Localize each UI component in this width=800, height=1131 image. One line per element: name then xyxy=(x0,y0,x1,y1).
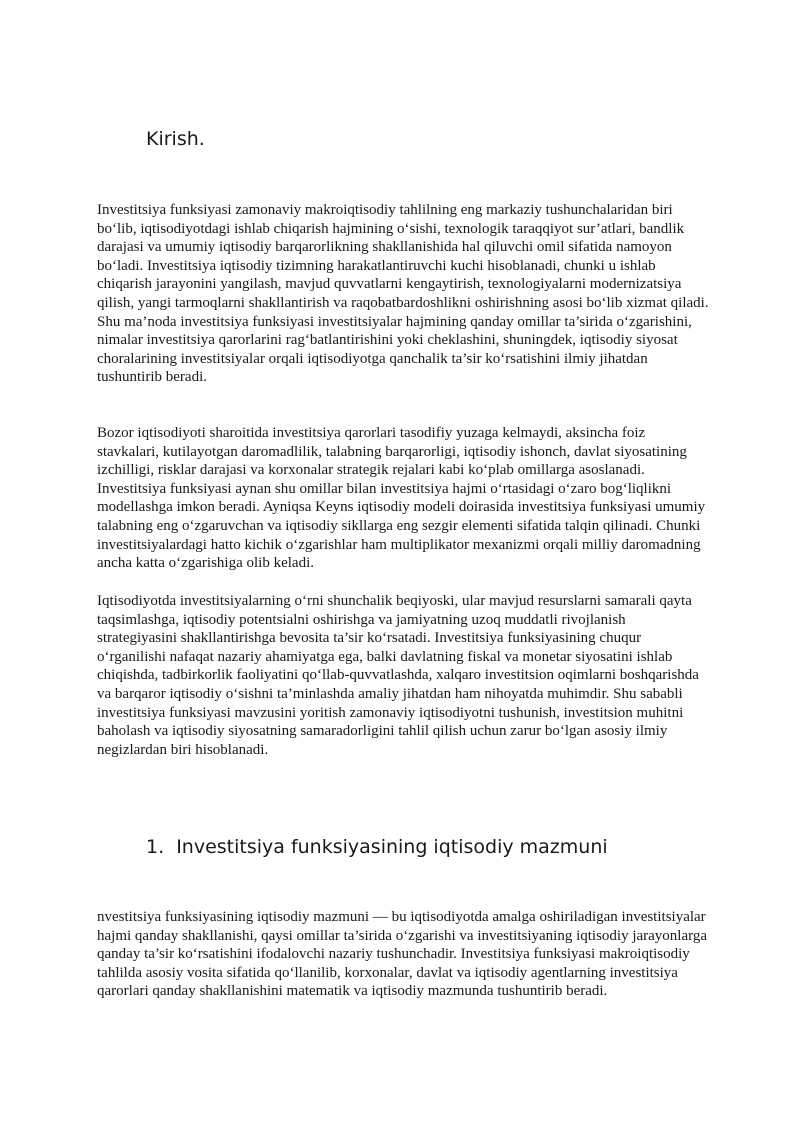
section-paragraph: nvestitsiya funksiyasining iqtisodiy mazmuni — bu iqtisodiyotda amalga oshiriladigan investitsiyalar hajmi qanday shakllanishi, qaysi omillar ta’sirida o‘zgarishi va investitsiyaning iqtisodiy jarayonlarga qanday ta’sir ko‘rsatishini ifodalovchi nazariy tushunchadir. Investitsiya funksiyasi makroiqtisodiy tahlilda asosiy vosita sifatida qo‘llanilib, korxonalar, davlat va iqtisodiy agentlarning investitsiya qarorlari qanday shakllanishini matematik va iqtisodiy mazmunda tushuntirib beradi. xyxy=(97,909,708,1000)
intro-paragraph-3: Iqtisodiyotda investitsiyalarning o‘rni shunchalik beqiyoski, ular mavjud resurslarni samarali qayta taqsimlashga, iqtisodiy potentsialni oshirishga va jamiyatning uzoq muddatli rivojlanish strategiyasini shakllantirishga bevosita ta’sir ko‘rsatadi. Investitsiya funksiyasining chuqur o‘rganilishi nafaqat nazariy ahamiyatga ega, balki davlatning fiskal va monetar siyosatini ishlab chiqishda, tadbirkorlik faoliyatini qo‘llab-quvvatlashda, xalqaro investitsion oqimlarni boshqarishda va barqaror iqtisodiy o‘sishni ta’minlashda amaliy jihatdan ham nihoyatda muhimdir. Shu sababli investitsiya funksiyasi mavzusini yoritish zamonaviy iqtisodiyotni tushunish, investitsion muhitni baholash va iqtisodiy siyosatning samaradorligini tahlil qilish uchun zarur bo‘lgan asosiy ilmiy negizlardan biri hisoblanadi. xyxy=(97,593,699,758)
intro-heading: Kirish. xyxy=(146,128,205,150)
section-number: 1. xyxy=(146,836,165,858)
section-title: Investitsiya funksiyasining iqtisodiy mazmuni xyxy=(176,836,608,858)
intro-paragraph-1: Investitsiya funksiyasi zamonaviy makroiqtisodiy tahlilning eng markaziy tushunchalaridan biri bo‘lib, iqtisodiyotdagi ishlab chiqarish hajmining o‘sishi, texnologik taraqqiyot sur’atlari, bandlik darajasi va umumiy iqtisodiy barqarorlikning shakllanishida hal qiluvchi omil sifatida namoyon bo‘ladi. Investitsiya iqtisodiy tizimning harakatlantiruvchi kuchi hisoblanadi, chunki u ishlab chiqarish jarayonini yangilash, mavjud quvvatlarni kengaytirish, texnologiyalarni modernizatsiya qilish, yangi tarmoqlarni shakllantirish va raqobatbardoshlikni oshirishning asosi bo‘lib xizmat qiladi. Shu ma’noda investitsiya funksiyasi investitsiyalar hajmining qanday omillar ta’sirida o‘zgarishini, nimalar investitsiya qarorlarini rag‘batlantirishini yoki cheklashini, shuningdek, iqtisodiy siyosat choralarining investitsiyalar orqali iqtisodiyotga qanchalik ta’sir ko‘rsatishini ilmiy jihatdan tushuntirib beradi. xyxy=(97,202,709,386)
intro-paragraph-2: Bozor iqtisodiyoti sharoitida investitsiya qarorlari tasodifiy yuzaga kelmaydi, aksincha foiz stavkalari, kutilayotgan daromadlilik, talabning barqarorligi, iqtisodiy ishonch, davlat siyosatining izchilligi, risklar darajasi va korxonalar strategik rejalari kabi ko‘plab omillarga asoslanadi. Investitsiya funksiyasi aynan shu omillar bilan investitsiya hajmi o‘rtasidagi o‘zaro bog‘liqlikni modellashga imkon beradi. Ayniqsa Keyns iqtisodiy modeli doirasida investitsiya funksiyasi umumiy talabning eng o‘zgaruvchan va iqtisodiy sikllarga eng sezgir elementi sifatida talqin qilinadi. Chunki investitsiyalardagi hatto kichik o‘zgarishlar ham multiplikator mexanizmi orqali milliy daromadning ancha katta o‘zgarishiga olib keladi. xyxy=(97,425,706,572)
section-heading xyxy=(146,836,608,858)
